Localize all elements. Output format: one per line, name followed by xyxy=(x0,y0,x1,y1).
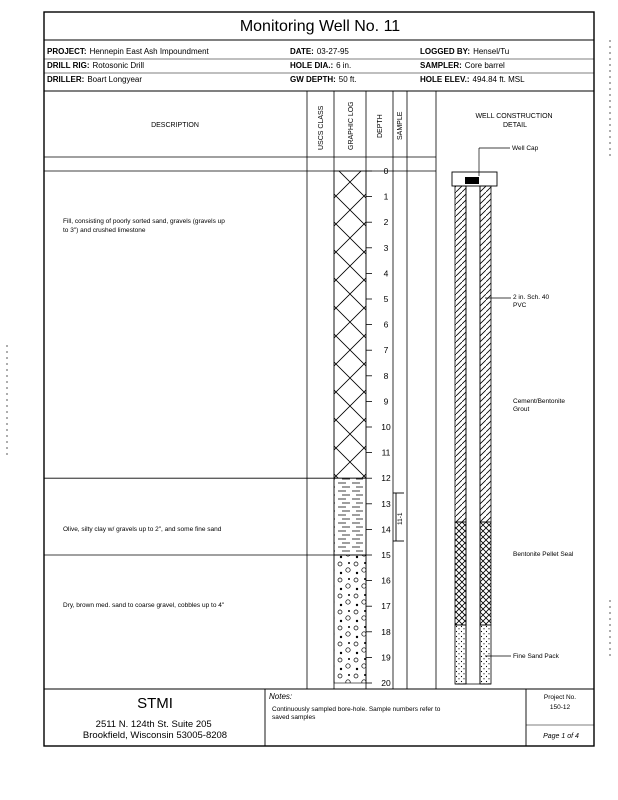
depth-tick-label: 9 xyxy=(383,396,389,407)
label-seal: Bentonite Pellet Seal xyxy=(513,551,574,558)
header-info xyxy=(47,47,525,84)
label-casing: 2 in. Sch. 40 PVC xyxy=(513,294,550,309)
stratum-gravel xyxy=(334,555,366,683)
depth-tick-label: 12 xyxy=(381,473,391,484)
notes-text: Continuously sampled bore-hole. Sample numbers refer to saved samples xyxy=(272,706,441,721)
scan-artifact xyxy=(6,345,8,455)
col-graphic: GRAPHIC LOG xyxy=(348,101,355,150)
project-no: 150-12 xyxy=(549,704,571,711)
svg-text:DRILLER:Boart Longyear: DRILLER: Boart Longyear xyxy=(47,75,143,84)
svg-text:SAMPLER:Core barrel: SAMPLER: Core barrel xyxy=(420,61,505,70)
notes-label: Notes: xyxy=(269,692,293,701)
depth-tick-label: 19 xyxy=(381,652,391,663)
company-name: STMI xyxy=(137,695,173,712)
project-no-label: Project No. xyxy=(543,694,577,701)
col-well-detail: WELL CONSTRUCTION DETAIL xyxy=(475,113,553,129)
depth-tick-label: 0 xyxy=(383,166,389,176)
scan-artifact xyxy=(609,600,611,660)
label-grout: Cement/Bentonite Grout xyxy=(513,398,566,413)
scan-artifact xyxy=(609,40,611,160)
stratum-clay xyxy=(334,478,366,555)
col-sample: SAMPLE xyxy=(397,111,404,140)
page-number: Page 1 of 4 xyxy=(543,733,579,740)
svg-text:LOGGED BY:Hensel/Tu: LOGGED BY: Hensel/Tu xyxy=(420,47,510,56)
col-depth: DEPTH xyxy=(377,114,384,138)
page-title: Monitoring Well No. 11 xyxy=(239,18,401,35)
depth-tick-label: 2 xyxy=(383,217,389,228)
depth-tick-label: 5 xyxy=(383,294,389,304)
svg-text:GW DEPTH:50 ft.: GW DEPTH: 50 ft. xyxy=(290,75,357,84)
depth-tick-label: 4 xyxy=(383,268,389,279)
depth-tick-label: 17 xyxy=(381,601,391,612)
svg-text:DATE:03-27-95: DATE: 03-27-95 xyxy=(290,47,349,56)
description-fill: Fill, consisting of poorly sorted sand, gravels (gravels up to 3") and crushed limestone xyxy=(63,218,225,234)
depth-tick-label: 11 xyxy=(381,447,391,458)
depth-tick-label: 15 xyxy=(381,550,391,560)
well-diagram xyxy=(452,148,511,684)
description-clay: Olive, silty clay w/ gravels up to 2", and some fine sand xyxy=(63,526,222,533)
well-cap-icon xyxy=(465,177,479,184)
svg-text:PROJECT:Hennepin East Ash Impo: PROJECT: Hennepin East Ash Impoundment xyxy=(47,47,209,56)
depth-tick-label: 20 xyxy=(381,678,391,688)
depth-tick-label: 1 xyxy=(383,191,389,202)
depth-tick-label: 14 xyxy=(381,524,391,535)
company-address: 2511 N. 124th St. Suite 205 Brookfield, Wisconsin 53005-8208 xyxy=(82,719,228,741)
col-description: DESCRIPTION xyxy=(151,122,199,129)
depth-tick-label: 10 xyxy=(381,422,391,432)
depth-tick-label: 13 xyxy=(381,498,391,509)
depth-tick-label: 6 xyxy=(383,319,389,330)
label-well-cap: Well Cap xyxy=(512,145,539,152)
col-uscs: USCS CLASS xyxy=(318,105,325,150)
depth-tick-label: 3 xyxy=(383,242,389,253)
svg-text:DRILL RIG:Rotosonic Drill: DRILL RIG: Rotosonic Drill xyxy=(47,61,145,70)
svg-text:HOLE ELEV.:494.84 ft. MSL: HOLE ELEV.: 494.84 ft. MSL xyxy=(420,75,525,84)
svg-text:11-1: 11-1 xyxy=(397,512,404,525)
depth-tick-label: 16 xyxy=(381,575,391,586)
depth-tick-label: 8 xyxy=(383,370,389,381)
sample-marker xyxy=(393,493,404,541)
svg-text:HOLE DIA.:6 in.: HOLE DIA.: 6 in. xyxy=(290,61,352,70)
stratum-fill xyxy=(334,171,366,478)
label-sand: Fine Sand Pack xyxy=(513,653,559,660)
description-gravel: Dry, brown med. sand to coarse gravel, cobbles up to 4" xyxy=(63,602,225,609)
depth-tick-label: 7 xyxy=(383,345,389,356)
depth-tick-label: 18 xyxy=(381,626,391,637)
